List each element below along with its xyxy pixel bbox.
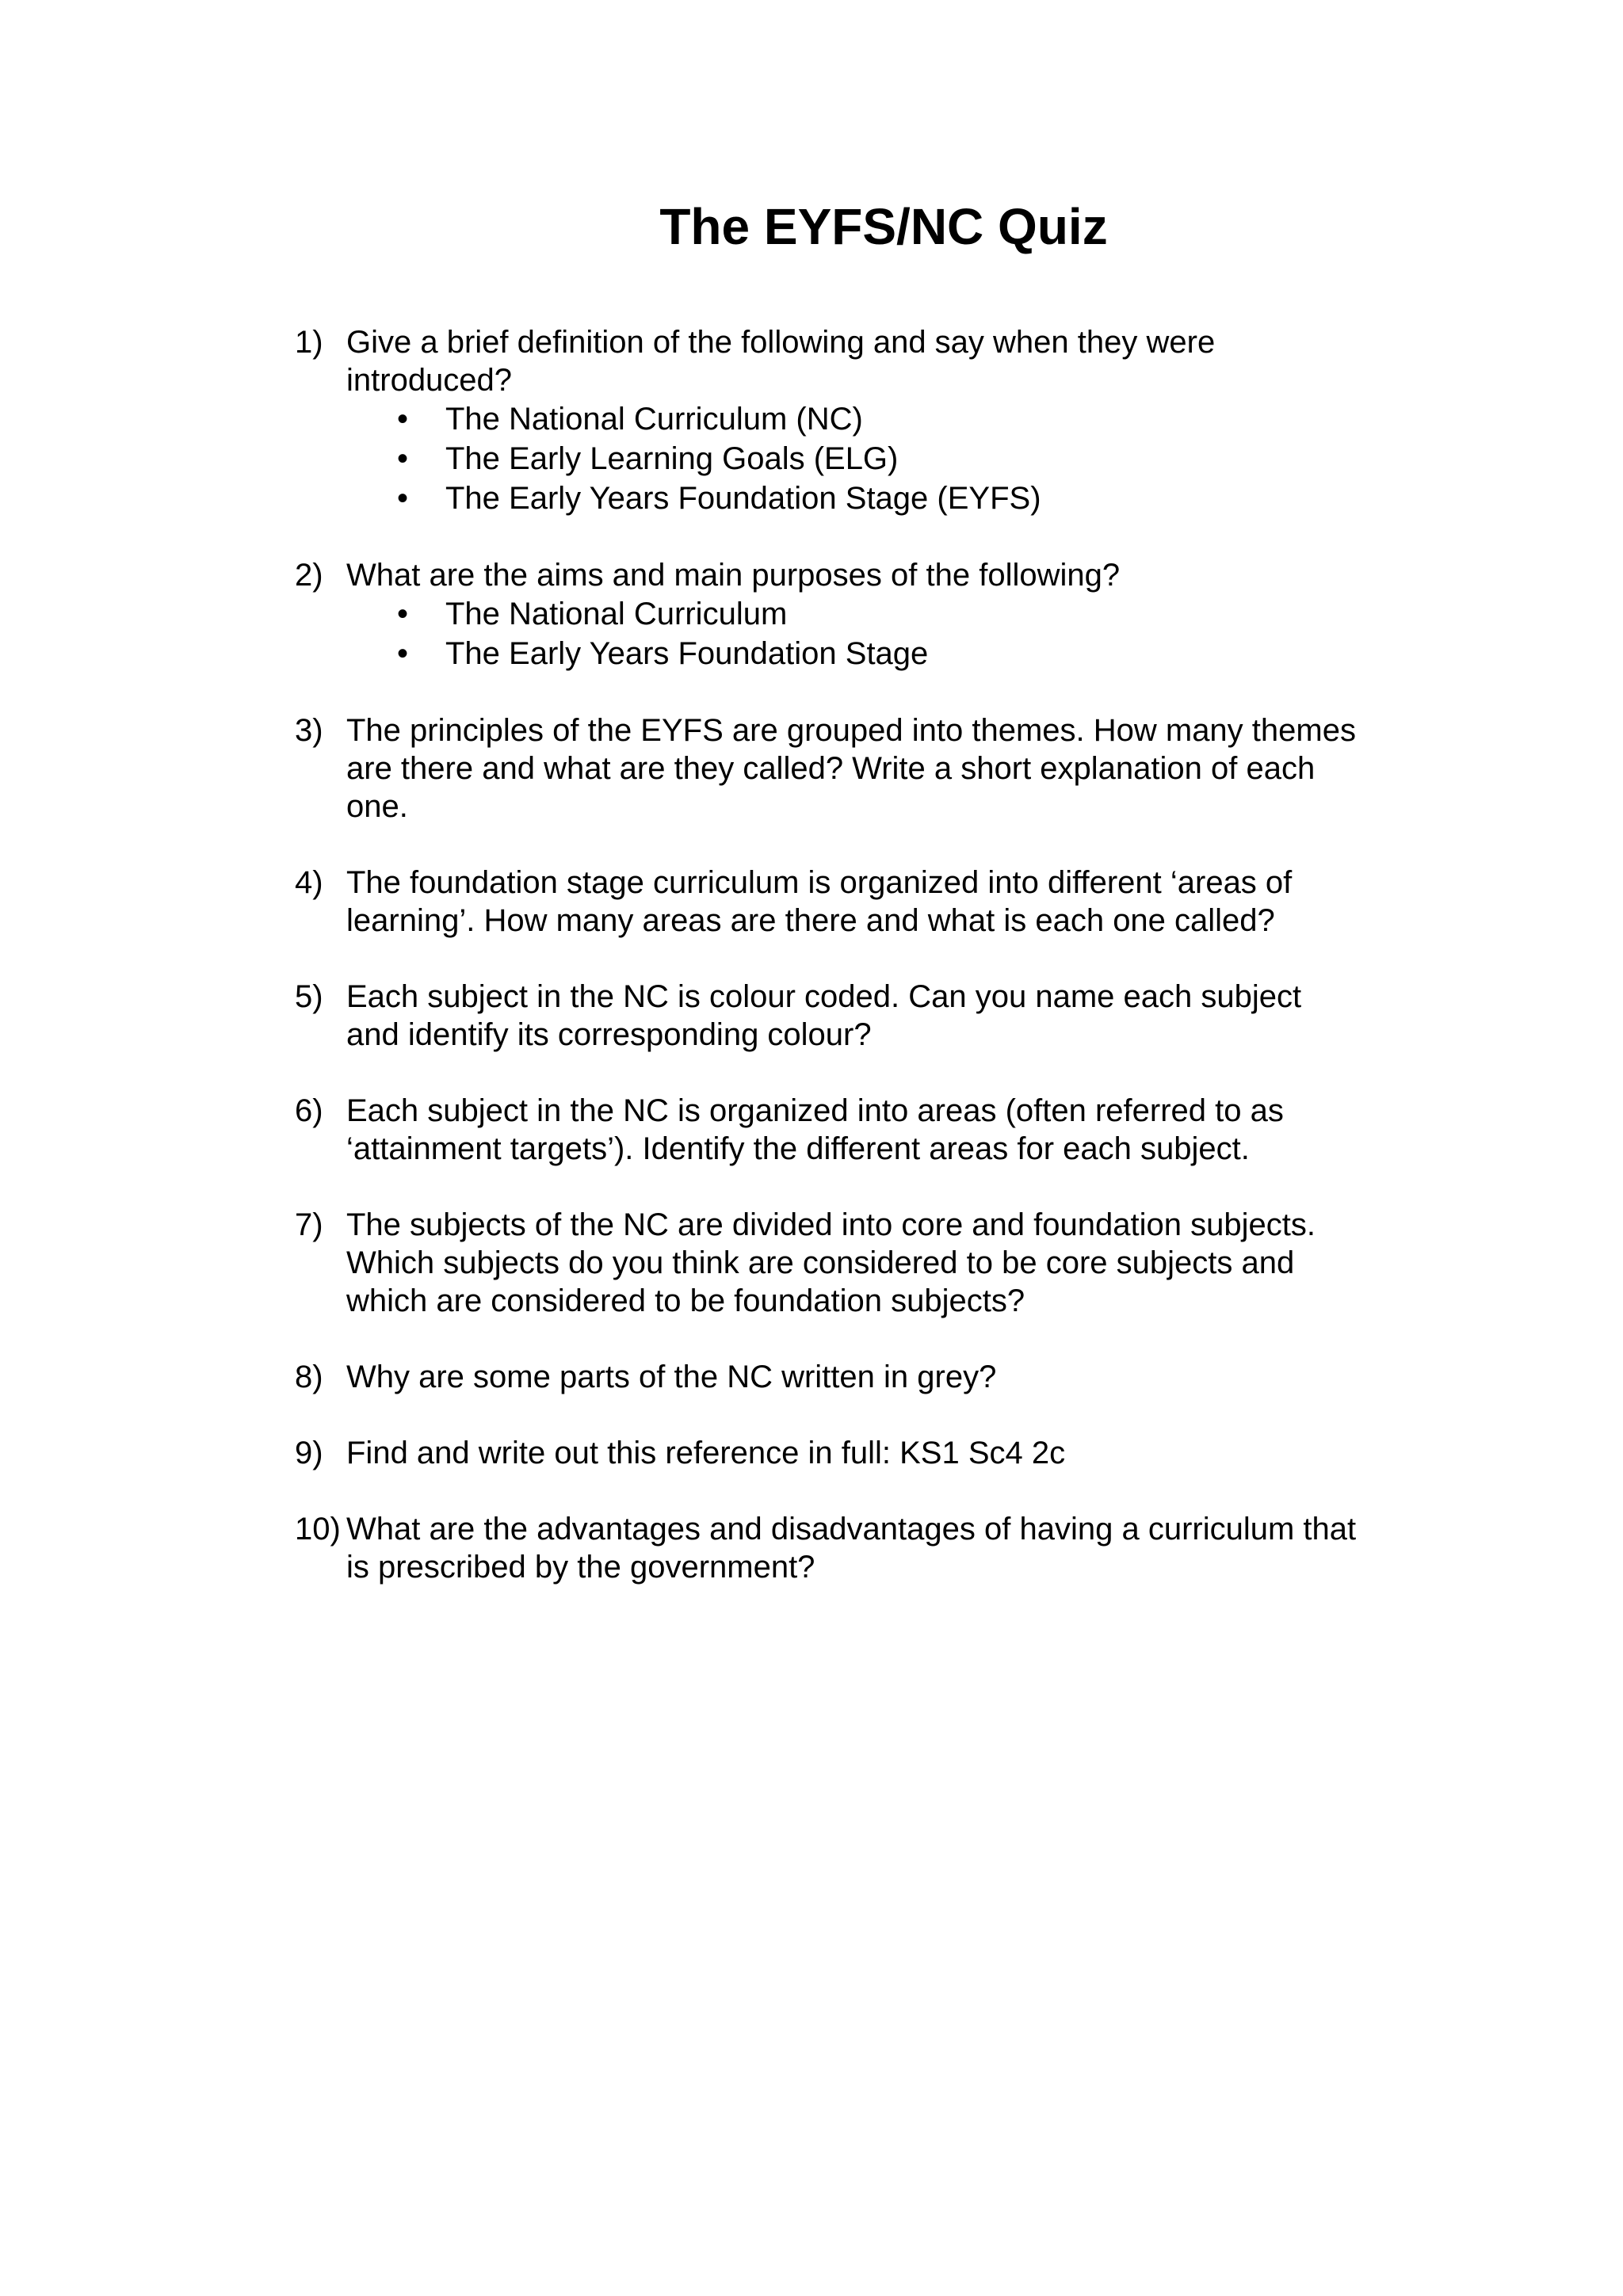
question-text: What are the advantages and disadvantages of having a curriculum that is prescribed by the government? [346,1512,1357,1585]
question-number: 5) [295,979,323,1014]
bullet-icon: • [397,402,409,437]
question-text: The foundation stage curriculum is organized into different ‘areas of learning’. How many areas are there and what is each one called? [346,865,1293,938]
question-2 [295,556,1357,673]
question-text: What are the aims and main purposes of the following? [346,558,1121,593]
question-text: The subjects of the NC are divided into core and foundation subjects. Which subjects do you think are considered to be core subjects and which are considered to be foundation subjects? [346,1207,1316,1318]
question-number: 8) [295,1360,323,1394]
bullet-item [397,479,1357,518]
bullet-text: The National Curriculum (NC) [445,402,863,437]
quiz-question-list [295,323,1357,1624]
question-8 [295,1358,1357,1396]
bullet-icon: • [397,481,409,516]
question-text: Each subject in the NC is organized into areas (often referred to as ‘attainment targets’). Identify the different areas for each subject. [346,1093,1284,1166]
bullet-icon: • [397,636,409,671]
question-text: The principles of the EYFS are grouped into themes. How many themes are there and what are they called? Write a short explanation of each one. [346,713,1356,824]
question-4 [295,864,1357,940]
bullet-text: The Early Years Foundation Stage [445,636,929,671]
page-title: The EYFS/NC Quiz [659,198,1108,255]
question-text: Find and write out this reference in full: KS1 Sc4 2c [346,1436,1066,1470]
bullet-item [397,399,1357,439]
question-number: 1) [295,325,323,360]
bullet-icon: • [397,441,409,476]
question-5 [295,978,1357,1054]
bullet-item [397,439,1357,479]
question-1 [295,323,1357,518]
question-number: 7) [295,1207,323,1242]
bullet-text: The Early Learning Goals (ELG) [445,441,899,476]
bullet-list [346,399,1357,518]
question-7 [295,1206,1357,1320]
question-text: Each subject in the NC is colour coded. Can you name each subject and identify its corresponding colour? [346,979,1302,1052]
question-text: Give a brief definition of the following and say when they were introduced? [346,325,1216,398]
question-number: 2) [295,558,323,593]
bullet-text: The National Curriculum [445,597,788,631]
bullet-text: The Early Years Foundation Stage (EYFS) [445,481,1041,516]
bullet-item [397,594,1357,634]
question-number: 9) [295,1436,323,1470]
bullet-icon: • [397,597,409,631]
question-number: 4) [295,865,323,900]
bullet-list [346,594,1357,673]
question-3 [295,711,1357,826]
question-6 [295,1092,1357,1168]
bullet-item [397,634,1357,673]
question-number: 10) [295,1512,341,1547]
question-text: Why are some parts of the NC written in grey? [346,1360,997,1394]
question-number: 3) [295,713,323,748]
question-10 [295,1510,1357,1586]
question-9 [295,1434,1357,1472]
question-number: 6) [295,1093,323,1128]
